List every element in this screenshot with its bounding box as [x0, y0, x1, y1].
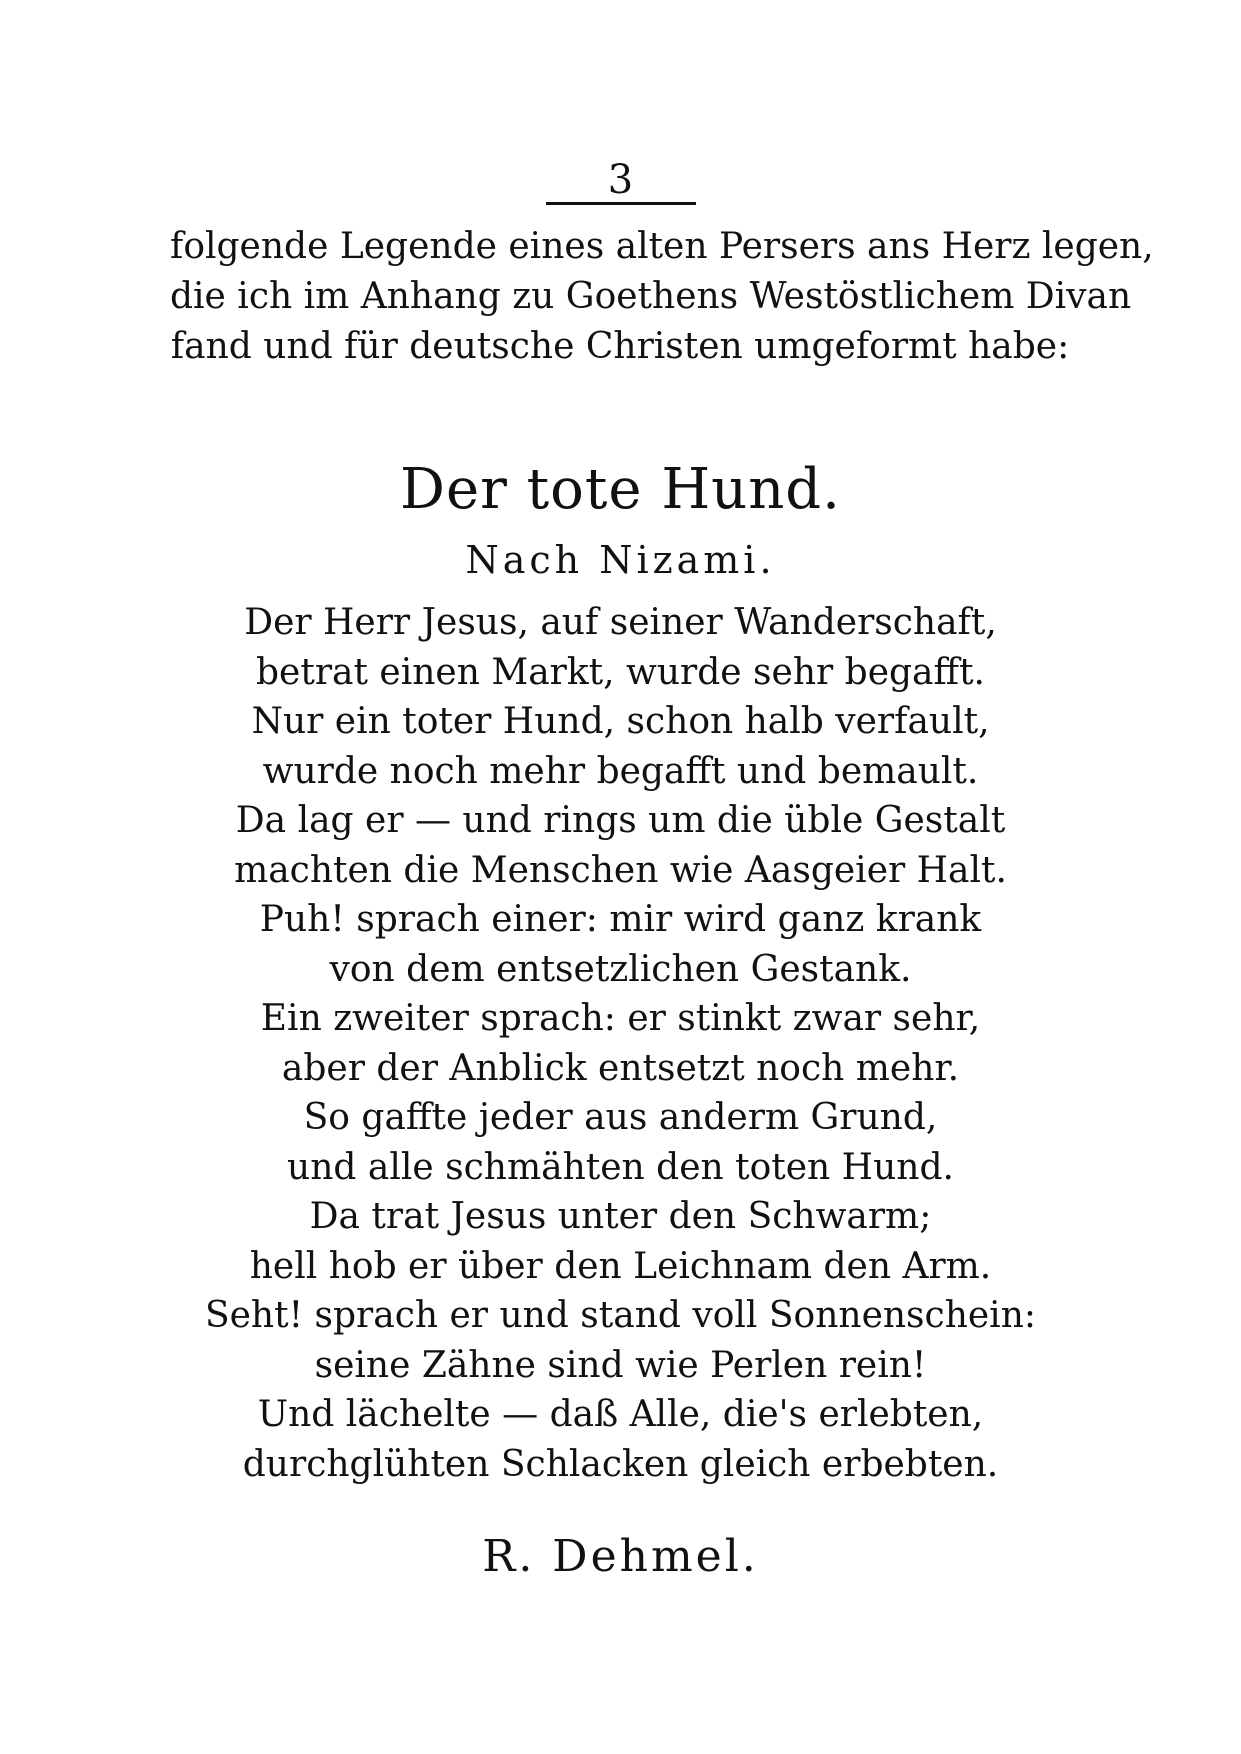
poem-line: wurde noch mehr begafft und bemault.: [262, 750, 979, 792]
page-number-text: 3: [546, 158, 696, 205]
poem-line: Nur ein toter Hund, schon halb verfault,: [251, 701, 990, 742]
poem-title: Der tote Hund.: [400, 457, 841, 522]
poem-line: hell hob er über den Leichnam den Arm.: [249, 1245, 992, 1287]
intro-line: folgende Legende eines alten Persers ans Herz legen,: [170, 226, 1154, 267]
poem-line: Der Herr Jesus, auf seiner Wanderschaft,: [244, 602, 997, 643]
poem-line: machten die Menschen wie Aasgeier Halt.: [234, 849, 1007, 891]
poem-line: Ein zweiter sprach: er stinkt zwar sehr,: [260, 998, 981, 1039]
poem-line: von dem entsetzlichen Gestank.: [329, 948, 912, 990]
poem-line: aber der Anblick entsetzt noch mehr.: [281, 1047, 960, 1089]
poem-line: So gaffte jeder aus anderm Grund,: [303, 1097, 938, 1138]
poem-author: R. Dehmel.: [482, 1531, 759, 1582]
poem-body: [0, 598, 1241, 1489]
intro-paragraph: [170, 222, 1154, 372]
poem-line: betrat einen Markt, wurde sehr begafft.: [256, 651, 985, 693]
poem-line: Da lag er — und rings um die üble Gestalt: [235, 800, 1006, 841]
poem-subtitle: Nach Nizami.: [465, 538, 776, 582]
page-number: [0, 150, 1241, 210]
poem-line: seine Zähne sind wie Perlen rein!: [314, 1344, 927, 1386]
poem-line: durchglühten Schlacken gleich erbebten.: [242, 1443, 999, 1485]
intro-line: fand und für deutsche Christen umgeformt habe:: [170, 326, 1070, 367]
poem-line: Seht! sprach er und stand voll Sonnenschein:: [204, 1295, 1037, 1336]
poem-line: Und lächelte — daß Alle, die's erlebten,: [257, 1394, 984, 1435]
poem-line: und alle schmähten den toten Hund.: [287, 1146, 954, 1188]
poem-line: Da trat Jesus unter den Schwarm;: [309, 1196, 932, 1237]
intro-line: die ich im Anhang zu Goethens Westöstlichem Divan: [170, 276, 1132, 317]
poem-line: Puh! sprach einer: mir wird ganz krank: [259, 899, 982, 940]
